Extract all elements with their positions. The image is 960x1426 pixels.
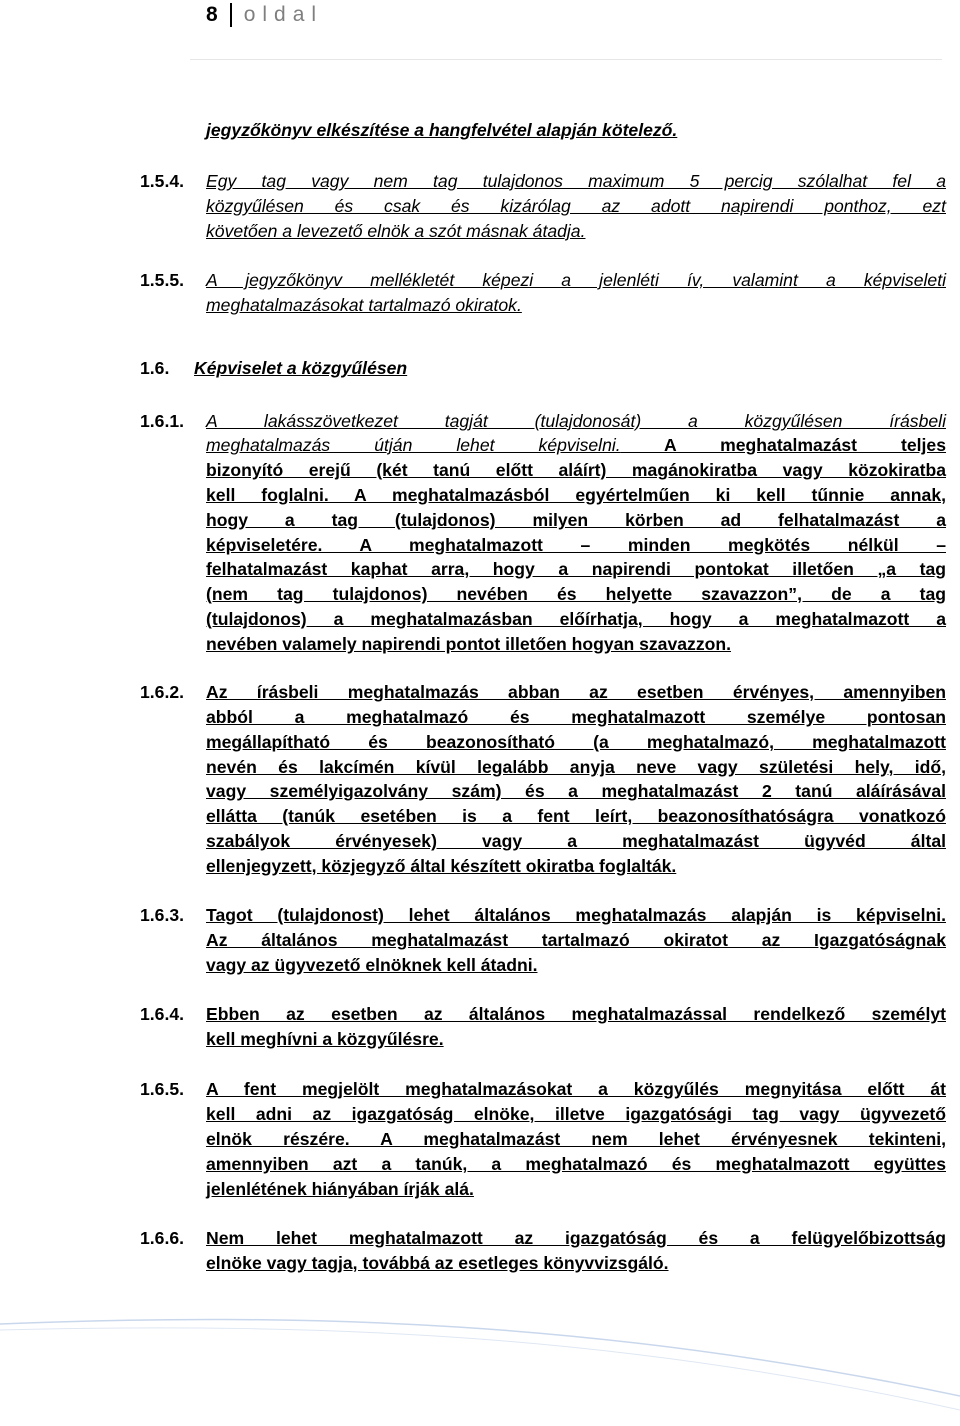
page-number: 8 (206, 3, 218, 26)
s162-line-1: Az írásbeli meghatalmazás abban az esetben érvényes, amennyiben (206, 682, 946, 702)
s161-line-7: felhatalmazást kaphat arra, hogy a napirendi pontokat illetően „a tag (206, 559, 946, 579)
s162-line-4: nevén és lakcímén kívül legalább anyja neve vagy születési hely, idő, (206, 757, 946, 777)
section-number-1-6-5: 1.6.5. (140, 1079, 185, 1099)
section-number-1-6-6: 1.6.6. (140, 1228, 185, 1248)
s161-line-1: A lakásszövetkezet tagját (tulajdonosát) a közgyűlésen írásbeli (206, 411, 946, 431)
section-number-1-6-2: 1.6.2. (140, 682, 185, 702)
s165-line-5: jelenlétének hiányában írják alá. (206, 1179, 474, 1199)
s162-line-7: szabályok érvényesek) vagy a meghatalmazást ügyvéd által (206, 831, 946, 851)
section-number-1-6-3: 1.6.3. (140, 905, 185, 925)
s162-line-3: megállapítható és beazonosítható (a meghatalmazó, meghatalmazott (206, 732, 946, 752)
page-word: oldal (243, 3, 324, 26)
section-number-1-6-4: 1.6.4. (140, 1004, 185, 1024)
s161-line-8: (nem tag tulajdonos) nevében és helyette szavazzon”, de a tag (206, 584, 946, 604)
s164-line-1: Ebben az esetben az általános meghatalmazással rendelkező személyt (206, 1004, 946, 1024)
s165-line-1: A fent megjelölt meghatalmazásokat a közgyűlés megnyitása előtt át (206, 1079, 946, 1099)
header-separator (230, 3, 232, 27)
s161-line-5: hogy a tag (tulajdonos) milyen körben ad felhatalmazást a (206, 510, 946, 530)
section-title-1-6: Képviselet a közgyűlésen (194, 358, 408, 378)
s162-line-6: ellátta (tanúk esetében is a fent leírt, beazonosíthatóságra vonatkozó (206, 806, 946, 826)
section-number-1-6: 1.6. (140, 358, 170, 378)
s165-line-3: elnök részére. A meghatalmazást nem lehet érvényesnek tekinteni, (206, 1129, 946, 1149)
s154-line-3: követően a levezető elnök a szót másnak átadja. (206, 221, 586, 241)
s161-line-9: (tulajdonos) a meghatalmazásban előírhatja, hogy a meghatalmazott a (206, 609, 946, 629)
s163-line-3: vagy az ügyvezető elnöknek kell átadni. (206, 955, 538, 975)
s154-line-1: Egy tag vagy nem tag tulajdonos maximum 5 percig szólalhat fel a (206, 171, 946, 191)
s155-line-1: A jegyzőkönyv mellékletét képezi a jelenléti ív, valamint a képviseleti (206, 270, 946, 290)
footer-decoration (0, 1300, 960, 1426)
s165-line-2: kell adni az igazgatóság elnöke, illetve igazgatósági tag vagy ügyvezető (206, 1104, 946, 1124)
s166-line-2: elnöke vagy tagja, továbbá az esetleges könyvvizsgáló. (206, 1253, 669, 1273)
s166-line-1: Nem lehet meghatalmazott az igazgatóság és a felügyelőbizottság (206, 1228, 946, 1248)
s162-line-5: vagy személyigazolvány szám) és a meghatalmazást 2 tanú aláírásával (206, 781, 946, 801)
s162-line-2: abból a meghatalmazó és meghatalmazott személye pontosan (206, 707, 946, 727)
s161-line-4: kell foglalni. A meghatalmazásból egyértelműen ki kell tűnnie annak, (206, 485, 946, 505)
s161-line-2-b: A meghatalmazást teljes (620, 435, 947, 455)
s161-line-2-a: meghatalmazás útján lehet képviselni. (206, 435, 621, 455)
intro-line: jegyzőkönyv elkészítése a hangfelvétel alapján kötelező. (206, 120, 678, 140)
s164-line-2: kell meghívni a közgyűlésre. (206, 1029, 444, 1049)
section-number-1-5-5: 1.5.5. (140, 270, 185, 290)
section-number-1-6-1: 1.6.1. (140, 411, 185, 431)
s163-line-1: Tagot (tulajdonost) lehet általános meghatalmazás alapján is képviselni. (206, 905, 946, 925)
s154-line-2: közgyűlésen és csak és kizárólag az adott napirendi ponthoz, ezt (206, 196, 946, 216)
s161-line-3: bizonyító erejű (két tanú előtt aláírt) magánokiratba vagy közokiratba (206, 460, 946, 480)
s161-line-2 (206, 433, 946, 458)
section-number-1-5-4: 1.5.4. (140, 171, 185, 191)
s161-line-6: képviseletére. A meghatalmazott – minden megkötés nélkül – (206, 535, 946, 555)
s162-line-8: ellenjegyzett, közjegyző által készített okiratba foglalták. (206, 856, 677, 876)
s165-line-4: amennyiben azt a tanúk, a meghatalmazó és meghatalmazott együttes (206, 1154, 946, 1174)
s161-line-10: nevében valamely napirendi pontot illetően hogyan szavazzon. (206, 634, 731, 654)
s163-line-2: Az általános meghatalmazást tartalmazó okiratot az Igazgatóságnak (206, 930, 946, 950)
page-header (206, 0, 323, 30)
s155-line-2: meghatalmazásokat tartalmazó okiratok. (206, 295, 522, 315)
header-rule (190, 59, 942, 60)
